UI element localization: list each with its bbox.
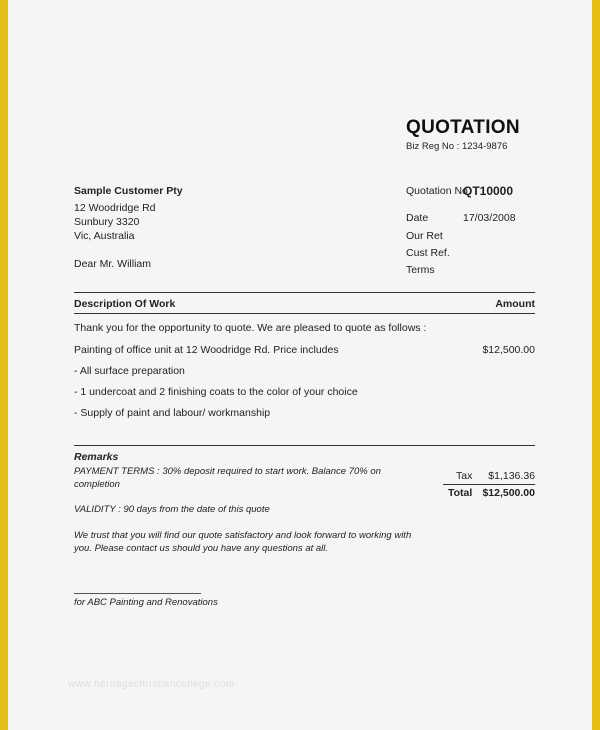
cust-ref-label: Cust Ref. bbox=[406, 247, 450, 259]
total-value: $12,500.00 bbox=[482, 487, 535, 499]
amount-header: Amount bbox=[495, 298, 535, 310]
table-header-divider bbox=[74, 313, 535, 314]
quotation-number-label: Quotation No. bbox=[406, 185, 471, 197]
remarks-divider bbox=[74, 445, 535, 446]
greeting: Dear Mr. William bbox=[74, 258, 152, 270]
customer-address-line1: 12 Woodridge Rd bbox=[74, 202, 156, 214]
customer-address-line3: Vic, Australia bbox=[74, 230, 135, 242]
our-ref-label: Our Ret bbox=[406, 230, 443, 242]
work-bullet-2: - 1 undercoat and 2 finishing coats to the color of your choice bbox=[74, 386, 358, 398]
table-top-divider bbox=[74, 292, 535, 293]
remarks-heading: Remarks bbox=[74, 451, 119, 463]
work-item-amount: $12,500.00 bbox=[482, 344, 535, 356]
date-label: Date bbox=[406, 212, 429, 224]
signature-line bbox=[74, 593, 201, 594]
tax-label: Tax bbox=[456, 470, 473, 482]
customer-name: Sample Customer Pty bbox=[74, 185, 183, 197]
total-label: Total bbox=[448, 487, 473, 499]
description-header: Description Of Work bbox=[74, 298, 176, 310]
tax-value: $1,136.36 bbox=[488, 470, 535, 482]
intro-text: Thank you for the opportunity to quote. We are pleased to quote as follows : bbox=[74, 322, 427, 334]
totals-divider bbox=[443, 484, 535, 485]
payment-terms-line2: completion bbox=[74, 479, 120, 490]
biz-reg-number: Biz Reg No : 1234-9876 bbox=[406, 141, 508, 152]
terms-label: Terms bbox=[406, 264, 435, 276]
date-value: 17/03/2008 bbox=[463, 212, 516, 224]
work-bullet-3: - Supply of paint and labour/ workmanship bbox=[74, 407, 271, 419]
closing-line1: We trust that you will find our quote satisfactory and look forward to working with bbox=[74, 530, 412, 541]
work-bullet-1: - All surface preparation bbox=[74, 365, 185, 377]
payment-terms-line1: PAYMENT TERMS : 30% deposit required to start work. Balance 70% on bbox=[74, 466, 381, 477]
signature-caption: for ABC Painting and Renovations bbox=[74, 597, 218, 608]
customer-address-line2: Sunbury 3320 bbox=[74, 216, 140, 228]
quotation-page bbox=[8, 0, 592, 730]
closing-line2: you. Please contact us should you have any questions at all. bbox=[74, 543, 329, 554]
validity-text: VALIDITY : 90 days from the date of this quote bbox=[74, 504, 270, 515]
work-item: Painting of office unit at 12 Woodridge Rd. Price includes bbox=[74, 344, 339, 356]
watermark: www.heritagechristiancollege.com bbox=[68, 679, 235, 690]
document-title: QUOTATION bbox=[406, 117, 520, 138]
quotation-number-value: QT10000 bbox=[463, 184, 514, 198]
